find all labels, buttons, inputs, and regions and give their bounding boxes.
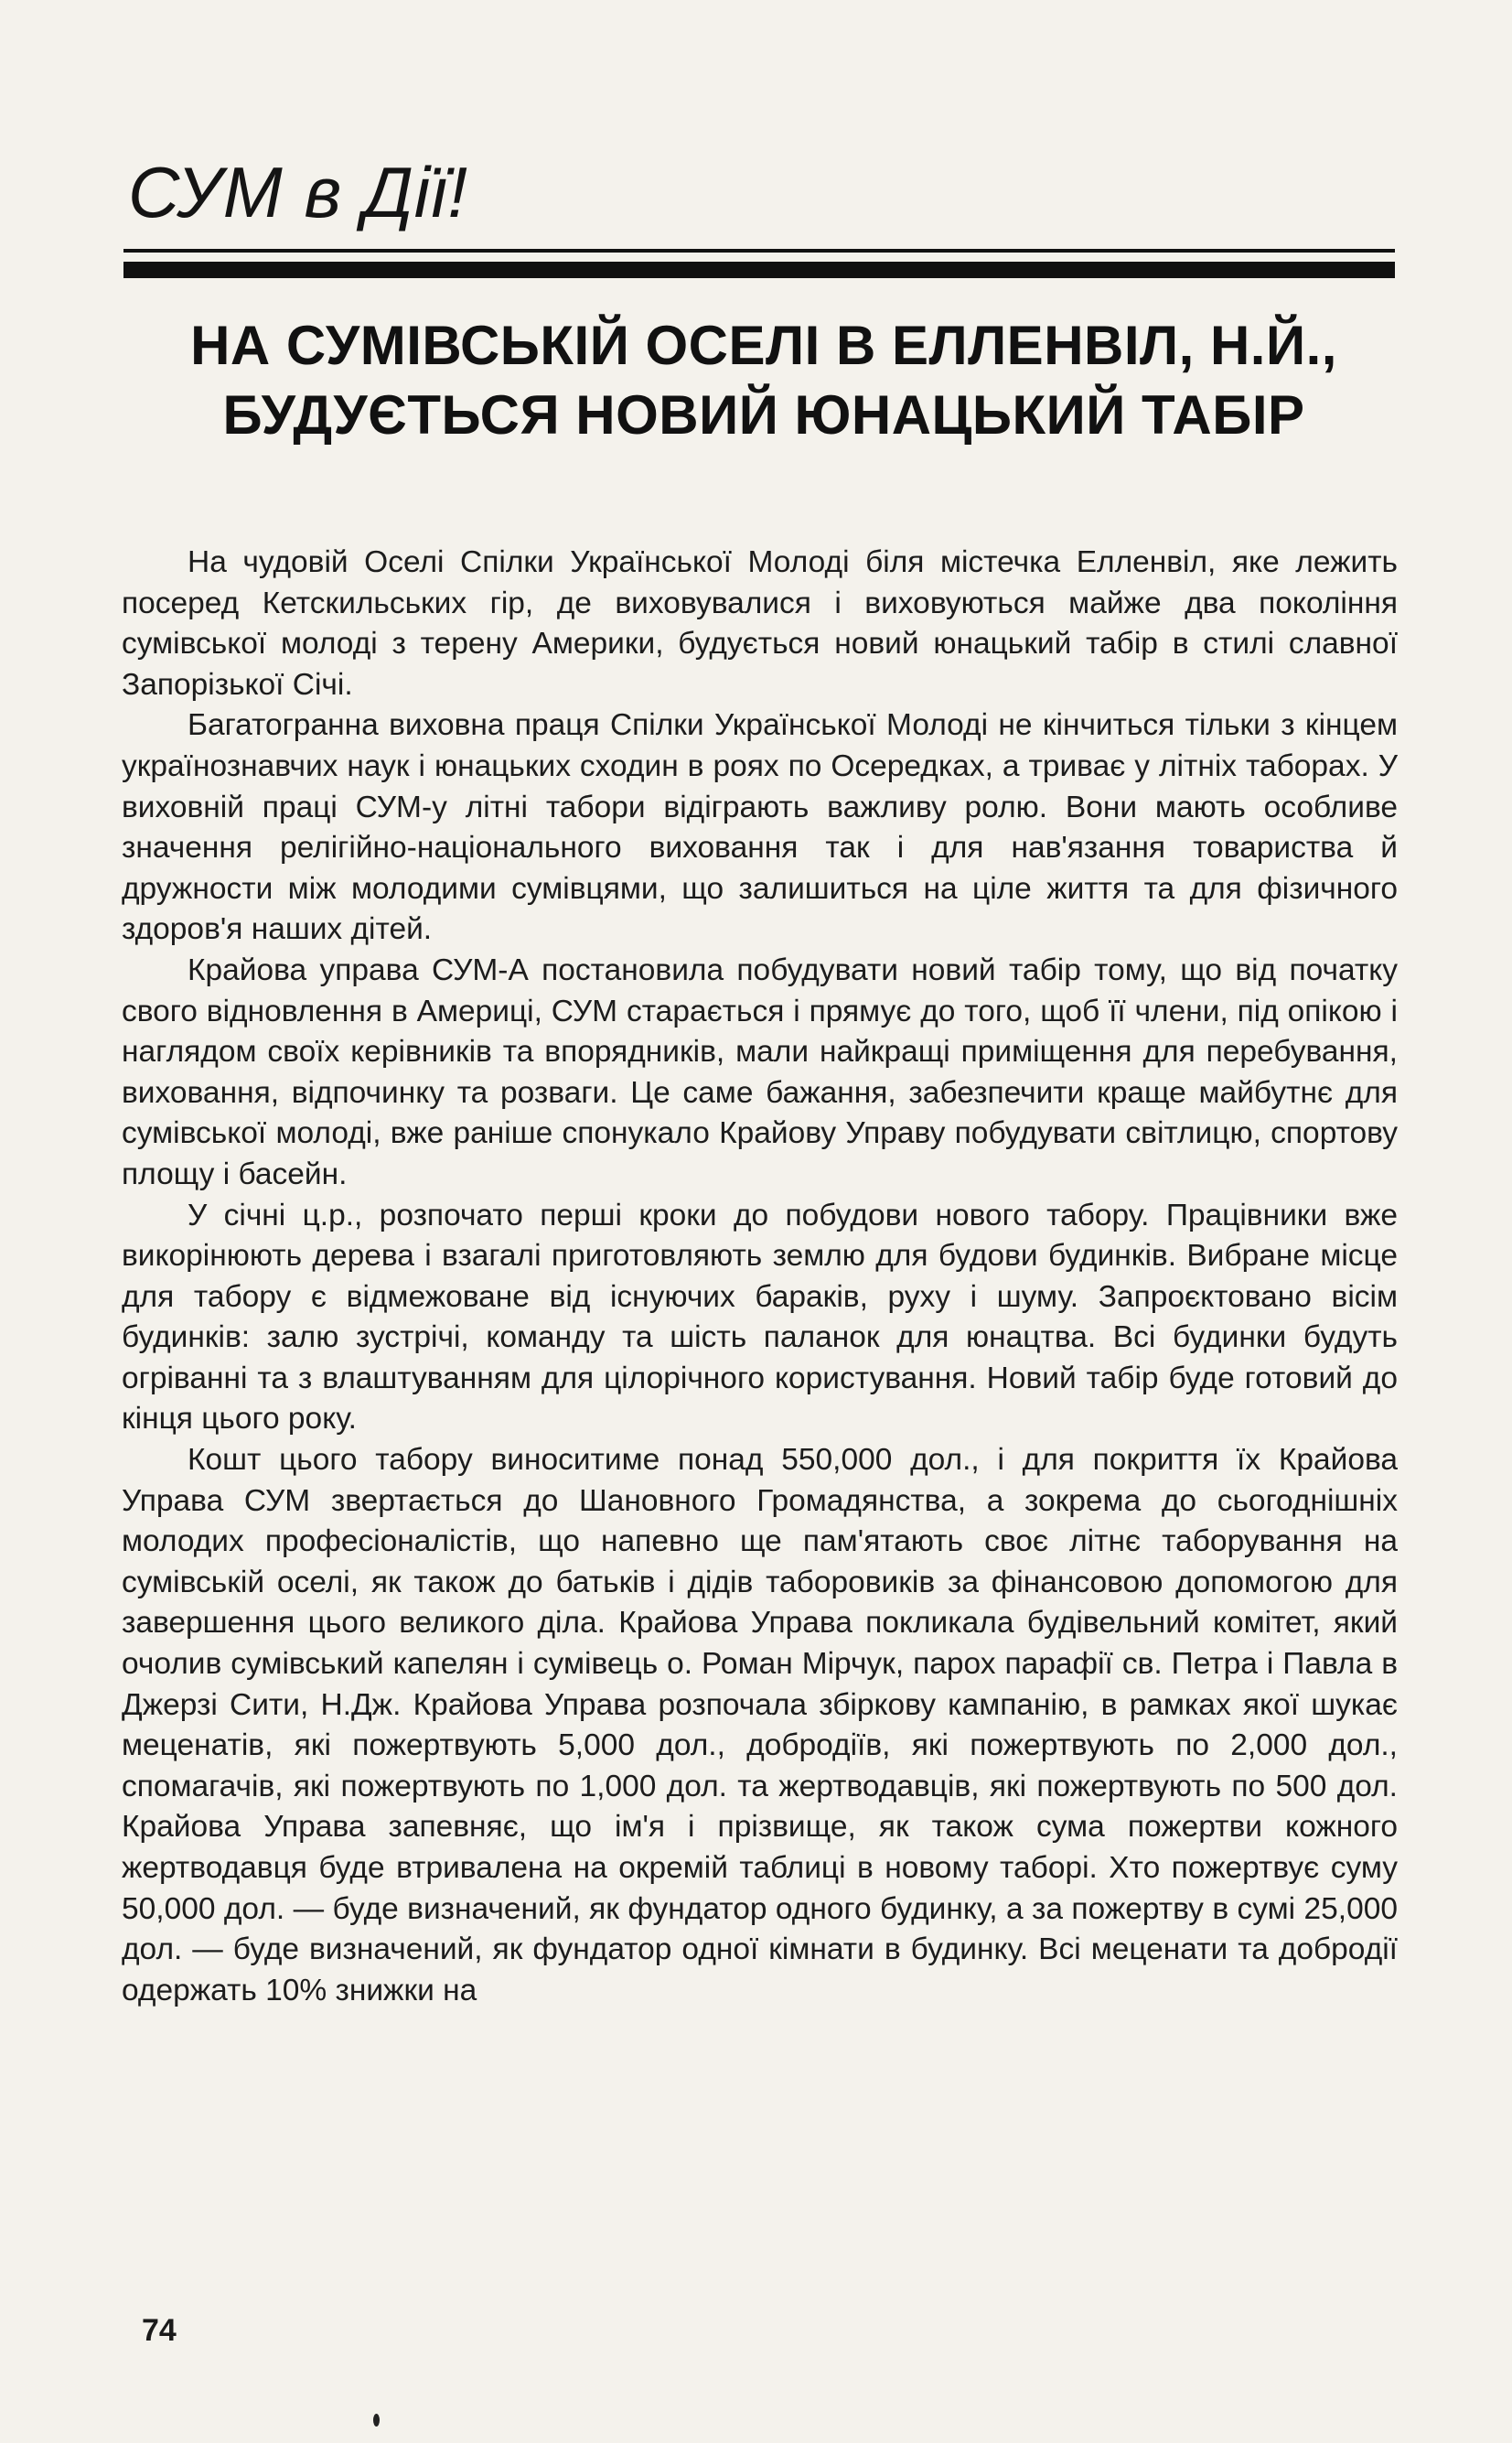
paragraph: Крайова управа СУМ-А постановила побудувати новий табір тому, що від початку свого відновлення в Америці, СУМ старається і прямує до того, щоб її члени, під опікою і наглядом своїх керівників та впорядників, мали найкращі приміщення для перебування, виховання, відпочинку та розваги. Це саме бажання, забезпечити краще майбутнє для сумівської молоді, вже раніше спонукало Крайову Управу побудувати світлицю, спортову площу і басейн. <box>122 952 1398 1191</box>
article-headline <box>110 311 1418 450</box>
page-number: 74 <box>142 2313 177 2348</box>
header-rule-thin <box>123 249 1395 253</box>
section-label: СУМ в Дії! <box>128 152 469 232</box>
headline-line-2: БУДУЄТЬСЯ НОВИЙ ЮНАЦЬКИЙ ТАБІР <box>222 384 1305 446</box>
paragraph: На чудовій Оселі Спілки Української Молоді біля містечка Елленвіл, яке лежить посеред Кетскильських гір, де виховувалися і виховуються майже два покоління сумівської молоді з терену Америки, будується новий юнацький табір в стилі славної Запорізької Січі. <box>122 545 1398 702</box>
article-body <box>122 543 1398 2011</box>
headline-line-1: НА СУМІВСЬКІЙ ОСЕЛІ В ЕЛЛЕНВІЛ, Н.Й., <box>190 315 1337 376</box>
paragraph: Багатогранна виховна праця Спілки Української Молоді не кінчиться тільки з кінцем українознавчих наук і юнацьких сходин в роях по Осередках, а триває у літніх таборах. У виховній праці СУМ-у літні табори відіграють важливу ролю. Вони мають особливе значення релігійно-національного виховання так і для нав'язання товариства й дружности між молодими сумівцями, що залишиться на ціле життя та для фізичного здоров'я наших дітей. <box>122 708 1398 947</box>
ink-speck <box>373 2414 380 2427</box>
paragraph: Кошт цього табору виноситиме понад 550,000 дол., і для покриття їх Крайова Управа СУМ звертається до Шановного Громадянства, а зокрема до сьогоднішніх молодих професіоналістів, що напевно ще пам'ятають своє літнє таборування на сумівській оселі, як також до батьків і дідів таборовиків за фінансовою допомогою для завершення цього великого діла. Крайова Управа покликала будівельний комітет, який очолив сумівський капелян і сумівець о. Роман Мірчук, парох парафії св. Петра і Павла в Джерзі Сити, Н.Дж. Крайова Управа розпочала збіркову кампанію, в рамках якої шукає меценатів, які пожертвують 5,000 дол., добродіїв, які пожертвують по 2,000 дол., спомагачів, які пожертвують по 1,000 дол. та жертводавців, які пожертвують по 500 дол. Крайова Управа запевняє, що ім'я і прізвище, як також сума пожертви кожного жертводавця буде втривалена на окремій таблиці в новому таборі. Хто пожертвує суму 50,000 дол. — буде визначений, як фундатор одного будинку, а за пожертву в сумі 25,000 дол. — буде визначений, як фундатор одної кімнати в будинку. Всі меценати та добродії одержать 10% знижки на <box>122 1443 1398 2007</box>
header-rule-thick <box>123 262 1395 278</box>
paragraph: У січні ц.р., розпочато перші кроки до побудови нового табору. Працівники вже викорінюють дерева і взагалі приготовляють землю для будови будинків. Вибране місце для табору є відмежоване від існуючих бараків, руху і шуму. Запроєктовано вісім будинків: залю зустрічі, команду та шість паланок для юнацтва. Всі будинки будуть огріванні та з влаштуванням для цілорічного користування. Новий табір буде готовий до кінця цього року. <box>122 1198 1398 1437</box>
